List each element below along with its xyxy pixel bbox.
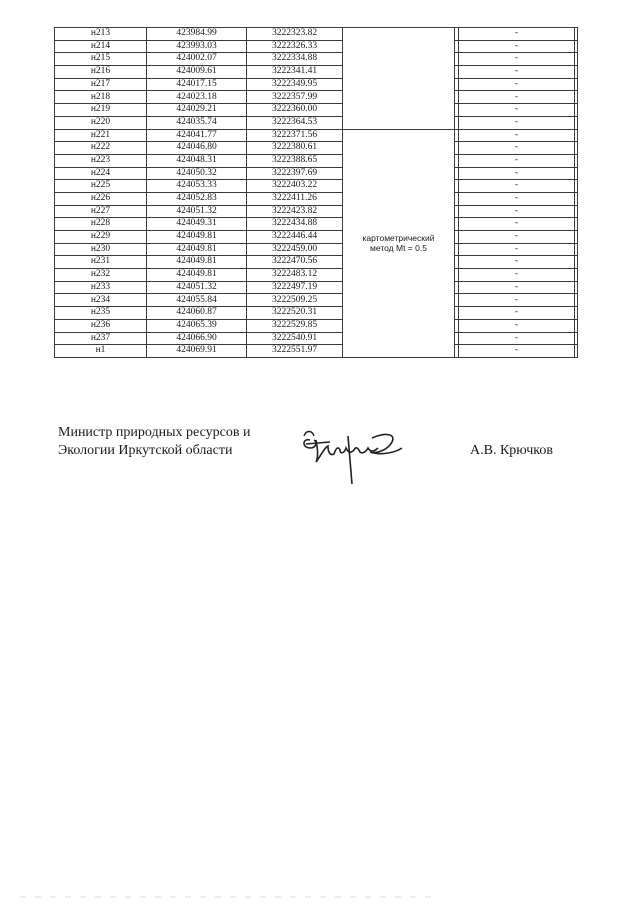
accuracy-cell: - — [459, 256, 575, 269]
table-row — [55, 307, 578, 320]
point-name-cell: н220 — [55, 116, 147, 129]
accuracy-cell: - — [459, 180, 575, 193]
point-name-cell: н224 — [55, 167, 147, 180]
x-coordinate-cell: 424049.81 — [147, 243, 247, 256]
x-coordinate-cell: 424055.84 — [147, 294, 247, 307]
edge-cell — [575, 180, 578, 193]
edge-cell — [575, 294, 578, 307]
x-coordinate-cell: 424029.21 — [147, 104, 247, 117]
accuracy-cell: - — [459, 129, 575, 142]
point-name-cell: н230 — [55, 243, 147, 256]
x-coordinate-cell: 424051.32 — [147, 205, 247, 218]
accuracy-cell: - — [459, 332, 575, 345]
y-coordinate-cell: 3222509.25 — [247, 294, 343, 307]
x-coordinate-cell: 424060.87 — [147, 307, 247, 320]
table-row — [55, 53, 578, 66]
x-coordinate-cell: 424049.31 — [147, 218, 247, 231]
x-coordinate-cell: 424065.39 — [147, 319, 247, 332]
x-coordinate-cell: 424046.80 — [147, 142, 247, 155]
table-row — [55, 332, 578, 345]
point-name-cell: н223 — [55, 154, 147, 167]
table-row — [55, 192, 578, 205]
edge-cell — [575, 307, 578, 320]
table-row — [55, 231, 578, 244]
edge-cell — [575, 91, 578, 104]
point-name-cell: н226 — [55, 192, 147, 205]
y-coordinate-cell: 3222349.95 — [247, 78, 343, 91]
table-row — [55, 319, 578, 332]
y-coordinate-cell: 3222323.82 — [247, 28, 343, 41]
point-name-cell: н215 — [55, 53, 147, 66]
x-coordinate-cell: 424002.07 — [147, 53, 247, 66]
edge-cell — [575, 53, 578, 66]
signatory-title-line-1: Министр природных ресурсов и — [58, 425, 251, 440]
table-row — [55, 345, 578, 358]
edge-cell — [575, 104, 578, 117]
signatory-title — [58, 424, 250, 460]
x-coordinate-cell: 424052.83 — [147, 192, 247, 205]
edge-cell — [575, 269, 578, 282]
y-coordinate-cell: 3222357.99 — [247, 91, 343, 104]
point-name-cell: н222 — [55, 142, 147, 155]
point-name-cell: н235 — [55, 307, 147, 320]
y-coordinate-cell: 3222497.19 — [247, 281, 343, 294]
edge-cell — [575, 28, 578, 41]
table-row — [55, 116, 578, 129]
table-row — [55, 180, 578, 193]
table-row — [55, 281, 578, 294]
table-row — [55, 91, 578, 104]
point-name-cell: н232 — [55, 269, 147, 282]
table-row — [55, 256, 578, 269]
y-coordinate-cell: 3222360.00 — [247, 104, 343, 117]
point-name-cell: н231 — [55, 256, 147, 269]
point-name-cell: н1 — [55, 345, 147, 358]
accuracy-cell: - — [459, 319, 575, 332]
accuracy-cell: - — [459, 40, 575, 53]
accuracy-cell: - — [459, 53, 575, 66]
point-name-cell: н228 — [55, 218, 147, 231]
coordinates-table — [54, 27, 578, 358]
x-coordinate-cell: 424049.81 — [147, 231, 247, 244]
point-name-cell: н217 — [55, 78, 147, 91]
x-coordinate-cell: 424049.81 — [147, 256, 247, 269]
method-line-2: метод Mt = 0.5 — [370, 243, 427, 254]
table-row — [55, 205, 578, 218]
edge-cell — [575, 142, 578, 155]
table-row — [55, 218, 578, 231]
table-row — [55, 167, 578, 180]
table-row — [55, 154, 578, 167]
coordinates-table-body — [55, 28, 578, 358]
edge-cell — [575, 192, 578, 205]
accuracy-cell: - — [459, 154, 575, 167]
table-row — [55, 129, 578, 142]
point-name-cell: н221 — [55, 129, 147, 142]
x-coordinate-cell: 424069.91 — [147, 345, 247, 358]
accuracy-cell: - — [459, 66, 575, 79]
edge-cell — [575, 66, 578, 79]
accuracy-cell: - — [459, 142, 575, 155]
y-coordinate-cell: 3222397.69 — [247, 167, 343, 180]
accuracy-cell: - — [459, 243, 575, 256]
y-coordinate-cell: 3222529.85 — [247, 319, 343, 332]
edge-cell — [575, 256, 578, 269]
accuracy-cell: - — [459, 269, 575, 282]
table-row — [55, 28, 578, 41]
accuracy-cell: - — [459, 307, 575, 320]
edge-cell — [575, 319, 578, 332]
edge-cell — [575, 205, 578, 218]
table-row — [55, 66, 578, 79]
y-coordinate-cell: 3222423.82 — [247, 205, 343, 218]
y-coordinate-cell: 3222403.22 — [247, 180, 343, 193]
edge-cell — [575, 154, 578, 167]
accuracy-cell: - — [459, 205, 575, 218]
point-name-cell: н233 — [55, 281, 147, 294]
x-coordinate-cell: 424048.31 — [147, 154, 247, 167]
y-coordinate-cell: 3222520.31 — [247, 307, 343, 320]
point-name-cell: н229 — [55, 231, 147, 244]
y-coordinate-cell: 3222380.61 — [247, 142, 343, 155]
edge-cell — [575, 345, 578, 358]
y-coordinate-cell: 3222334.88 — [247, 53, 343, 66]
edge-cell — [575, 332, 578, 345]
accuracy-cell: - — [459, 167, 575, 180]
y-coordinate-cell: 3222459.00 — [247, 243, 343, 256]
signatory-name: А.В. Крючков — [470, 443, 553, 458]
accuracy-cell: - — [459, 281, 575, 294]
table-row — [55, 78, 578, 91]
point-name-cell: н214 — [55, 40, 147, 53]
x-coordinate-cell: 423993.03 — [147, 40, 247, 53]
edge-cell — [575, 116, 578, 129]
x-coordinate-cell: 424050.32 — [147, 167, 247, 180]
accuracy-cell: - — [459, 91, 575, 104]
y-coordinate-cell: 3222540.91 — [247, 332, 343, 345]
x-coordinate-cell: 423984.99 — [147, 28, 247, 41]
point-name-cell: н218 — [55, 91, 147, 104]
point-name-cell: н219 — [55, 104, 147, 117]
handwritten-signature — [296, 418, 410, 488]
edge-cell — [575, 218, 578, 231]
point-name-cell: н213 — [55, 28, 147, 41]
table-row — [55, 243, 578, 256]
y-coordinate-cell: 3222434.88 — [247, 218, 343, 231]
accuracy-cell: - — [459, 28, 575, 41]
x-coordinate-cell: 424035.74 — [147, 116, 247, 129]
x-coordinate-cell: 424049.81 — [147, 269, 247, 282]
x-coordinate-cell: 424053.33 — [147, 180, 247, 193]
table-row — [55, 104, 578, 117]
point-name-cell: н225 — [55, 180, 147, 193]
y-coordinate-cell: 3222371.56 — [247, 129, 343, 142]
scan-artifact-line — [20, 896, 440, 898]
x-coordinate-cell: 424041.77 — [147, 129, 247, 142]
point-name-cell: н227 — [55, 205, 147, 218]
method-line-1: картометрический — [362, 232, 435, 243]
x-coordinate-cell: 424066.90 — [147, 332, 247, 345]
accuracy-cell: - — [459, 345, 575, 358]
accuracy-cell: - — [459, 294, 575, 307]
table-row — [55, 294, 578, 307]
y-coordinate-cell: 3222483.12 — [247, 269, 343, 282]
edge-cell — [575, 40, 578, 53]
accuracy-cell: - — [459, 192, 575, 205]
y-coordinate-cell: 3222364.53 — [247, 116, 343, 129]
x-coordinate-cell: 424017.15 — [147, 78, 247, 91]
signatory-title-line-2: Экологии Иркутской области — [58, 443, 233, 458]
table-row — [55, 269, 578, 282]
accuracy-cell: - — [459, 104, 575, 117]
table-row — [55, 142, 578, 155]
point-name-cell: н236 — [55, 319, 147, 332]
point-name-cell: н216 — [55, 66, 147, 79]
accuracy-cell: - — [459, 218, 575, 231]
y-coordinate-cell: 3222446.44 — [247, 231, 343, 244]
y-coordinate-cell: 3222326.33 — [247, 40, 343, 53]
edge-cell — [575, 78, 578, 91]
method-cell — [343, 129, 455, 357]
accuracy-cell: - — [459, 78, 575, 91]
y-coordinate-cell: 3222388.65 — [247, 154, 343, 167]
edge-cell — [575, 281, 578, 294]
y-coordinate-cell: 3222411.26 — [247, 192, 343, 205]
edge-cell — [575, 243, 578, 256]
y-coordinate-cell: 3222551.97 — [247, 345, 343, 358]
edge-cell — [575, 129, 578, 142]
accuracy-cell: - — [459, 116, 575, 129]
x-coordinate-cell: 424009.61 — [147, 66, 247, 79]
point-name-cell: н237 — [55, 332, 147, 345]
x-coordinate-cell: 424023.18 — [147, 91, 247, 104]
x-coordinate-cell: 424051.32 — [147, 281, 247, 294]
y-coordinate-cell: 3222470.56 — [247, 256, 343, 269]
y-coordinate-cell: 3222341.41 — [247, 66, 343, 79]
edge-cell — [575, 231, 578, 244]
method-cell-empty — [343, 28, 455, 130]
point-name-cell: н234 — [55, 294, 147, 307]
accuracy-cell: - — [459, 231, 575, 244]
edge-cell — [575, 167, 578, 180]
table-row — [55, 40, 578, 53]
